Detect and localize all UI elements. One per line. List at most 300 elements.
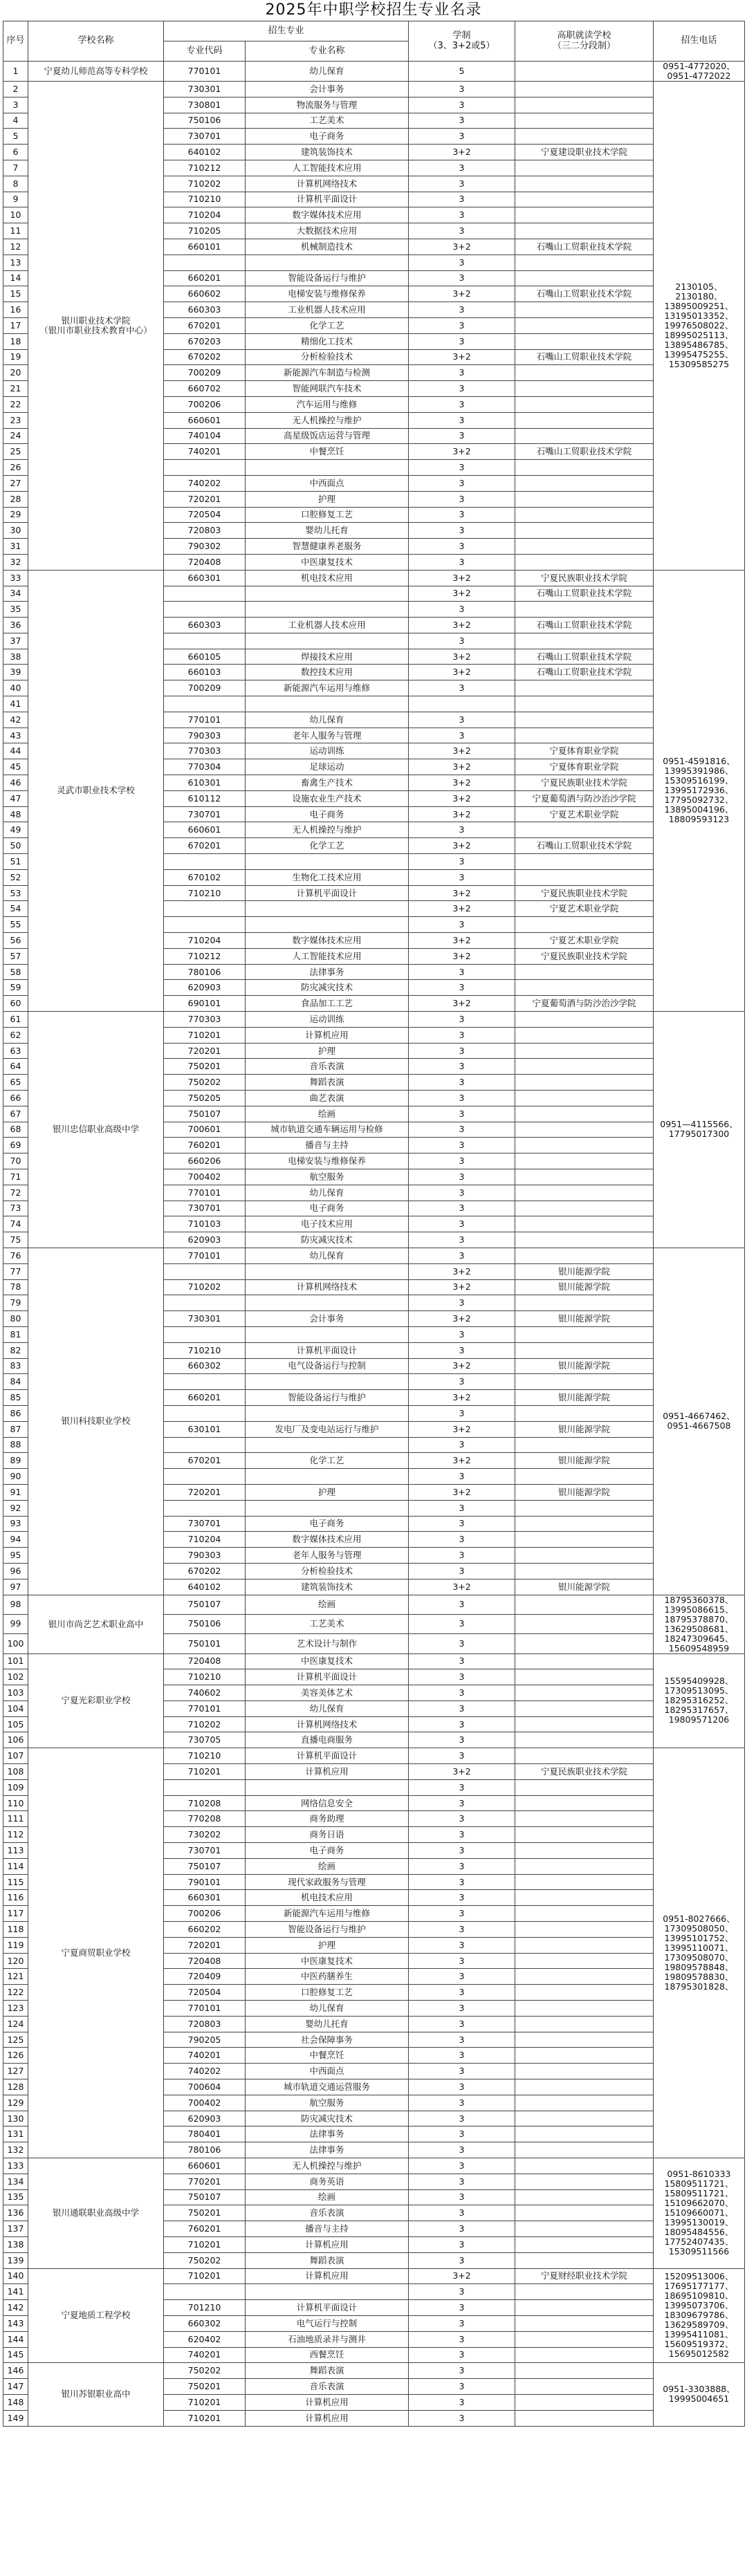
seq-cell: 119 — [3, 1937, 28, 1953]
seq-cell: 136 — [3, 2205, 28, 2221]
seq-cell: 68 — [3, 1122, 28, 1138]
higher-school-cell — [515, 964, 654, 980]
seq-cell: 90 — [3, 1469, 28, 1485]
seq-cell: 111 — [3, 1811, 28, 1827]
higher-school-cell — [515, 160, 654, 176]
higher-school-cell: 石嘴山工贸职业技术学院 — [515, 444, 654, 460]
major-code-cell: 710210 — [164, 192, 246, 207]
phone-cell: 0951-4772020、 0951-4772022 — [654, 62, 745, 82]
seq-cell: 49 — [3, 822, 28, 838]
major-name-cell: 计算机应用 — [246, 2236, 409, 2252]
major-name-cell: 生物化工技术应用 — [246, 869, 409, 885]
higher-school-cell — [515, 1405, 654, 1421]
major-code-cell: 660105 — [164, 649, 246, 665]
system-cell: 3 — [409, 2363, 515, 2379]
system-cell: 3 — [409, 2174, 515, 2189]
seq-cell: 72 — [3, 1185, 28, 1201]
higher-school-cell — [515, 1669, 654, 1685]
major-name-cell: 绘画 — [246, 2189, 409, 2205]
higher-school-cell: 石嘴山工贸职业技术学院 — [515, 618, 654, 633]
seq-cell: 104 — [3, 1701, 28, 1716]
seq-cell: 36 — [3, 618, 28, 633]
higher-school-cell — [515, 680, 654, 696]
seq-cell: 132 — [3, 2142, 28, 2158]
system-cell: 3 — [409, 1779, 515, 1795]
major-name-cell: 新能源汽车运用与维修 — [246, 680, 409, 696]
major-code-cell: 730701 — [164, 1201, 246, 1216]
major-name-cell: 口腔修复工艺 — [246, 507, 409, 523]
higher-school-cell — [515, 602, 654, 618]
major-code-cell: 750101 — [164, 1634, 246, 1653]
major-name-cell: 计算机网络技术 — [246, 1716, 409, 1732]
major-name-cell: 运动训练 — [246, 743, 409, 759]
system-cell: 3 — [409, 1216, 515, 1232]
higher-school-cell: 银川能源学院 — [515, 1453, 654, 1469]
higher-school-cell — [515, 2379, 654, 2395]
system-cell: 3+2 — [409, 885, 515, 901]
seq-cell: 58 — [3, 964, 28, 980]
major-name-cell: 美容美体艺术 — [246, 1685, 409, 1701]
phone-cell: 15595409928、 17309513095、 18295316252、 18295317657、 19809571206 — [654, 1653, 745, 1748]
major-name-cell: 足球运动 — [246, 759, 409, 775]
major-code-cell: 670202 — [164, 349, 246, 365]
major-code-cell — [164, 1326, 246, 1342]
seq-cell: 93 — [3, 1516, 28, 1532]
seq-cell: 92 — [3, 1500, 28, 1516]
seq-cell: 135 — [3, 2189, 28, 2205]
higher-school-cell — [515, 2221, 654, 2237]
table-row — [3, 1653, 745, 1669]
system-cell: 3 — [409, 1906, 515, 1922]
seq-cell: 108 — [3, 1764, 28, 1780]
major-name-cell: 计算机平面设计 — [246, 1342, 409, 1358]
higher-school-cell — [515, 97, 654, 113]
major-name-cell: 分析检验技术 — [246, 1563, 409, 1579]
higher-school-cell — [515, 1922, 654, 1938]
major-code-cell: 750106 — [164, 1614, 246, 1633]
seq-cell: 117 — [3, 1906, 28, 1922]
seq-cell: 96 — [3, 1563, 28, 1579]
higher-school-cell — [515, 113, 654, 129]
seq-cell: 107 — [3, 1748, 28, 1764]
system-cell: 3 — [409, 1153, 515, 1169]
higher-school-cell — [515, 1059, 654, 1075]
higher-school-cell — [515, 2095, 654, 2111]
major-code-cell: 770101 — [164, 62, 246, 82]
major-name-cell: 建筑装饰技术 — [246, 1579, 409, 1595]
system-cell: 3 — [409, 223, 515, 239]
table-row — [3, 1012, 745, 1028]
seq-cell: 127 — [3, 2064, 28, 2079]
system-cell: 3 — [409, 1811, 515, 1827]
higher-school-cell — [515, 491, 654, 507]
system-cell: 3+2 — [409, 586, 515, 602]
major-code-cell: 730301 — [164, 82, 246, 98]
major-code-cell: 770101 — [164, 1248, 246, 1263]
major-code-cell: 710204 — [164, 1532, 246, 1548]
seq-cell: 89 — [3, 1453, 28, 1469]
higher-school-cell: 石嘴山工贸职业技术学院 — [515, 649, 654, 665]
seq-cell: 130 — [3, 2111, 28, 2126]
system-cell: 3 — [409, 2236, 515, 2252]
major-code-cell: 770303 — [164, 1012, 246, 1028]
major-name-cell: 社会保障事务 — [246, 2032, 409, 2048]
major-name-cell: 舞蹈表演 — [246, 2252, 409, 2268]
system-cell: 3+2 — [409, 901, 515, 917]
major-code-cell — [164, 1500, 246, 1516]
major-code-cell: 770101 — [164, 1185, 246, 1201]
major-name-cell: 电子商务 — [246, 1201, 409, 1216]
major-name-cell: 现代家政服务与管理 — [246, 1874, 409, 1890]
system-cell: 3 — [409, 1843, 515, 1859]
major-name-cell: 工业机器人技术应用 — [246, 302, 409, 318]
higher-school-cell — [515, 428, 654, 444]
seq-cell: 51 — [3, 854, 28, 870]
seq-cell: 3 — [3, 97, 28, 113]
major-name-cell: 绘画 — [246, 1106, 409, 1122]
major-name-cell: 舞蹈表演 — [246, 1075, 409, 1091]
major-name-cell: 石油地质录井与测井 — [246, 2331, 409, 2347]
system-cell: 3+2 — [409, 2268, 515, 2284]
higher-school-cell: 石嘴山工贸职业技术学院 — [515, 286, 654, 302]
system-cell: 3 — [409, 2347, 515, 2363]
higher-school-cell — [515, 1232, 654, 1248]
seq-cell: 71 — [3, 1169, 28, 1185]
system-cell: 3 — [409, 854, 515, 870]
higher-school-cell — [515, 712, 654, 728]
major-name-cell: 计算机平面设计 — [246, 192, 409, 207]
table-row — [3, 1595, 745, 1614]
higher-school-cell: 银川能源学院 — [515, 1358, 654, 1374]
major-code-cell: 620402 — [164, 2331, 246, 2347]
major-code-cell — [164, 1374, 246, 1390]
major-name-cell: 商务日语 — [246, 1827, 409, 1843]
system-cell: 3 — [409, 1858, 515, 1874]
major-name-cell: 舞蹈表演 — [246, 2363, 409, 2379]
major-name-cell — [246, 1437, 409, 1453]
phone-cell: 15209513006、 17695177177、 18695109810、 13995073706、 18309679786、 13629589709、 13995411081、 15609519372、 15695012582 — [654, 2268, 745, 2363]
seq-cell: 106 — [3, 1732, 28, 1748]
higher-school-cell — [515, 523, 654, 539]
major-code-cell: 790205 — [164, 2032, 246, 2048]
major-code-cell: 610112 — [164, 790, 246, 806]
major-name-cell: 物流服务与管理 — [246, 97, 409, 113]
major-name-cell: 城市轨道交通运营服务 — [246, 2079, 409, 2095]
seq-cell: 138 — [3, 2236, 28, 2252]
major-name-cell: 工业机器人技术应用 — [246, 618, 409, 633]
higher-school-cell — [515, 2158, 654, 2174]
major-code-cell: 700209 — [164, 680, 246, 696]
system-cell: 3 — [409, 1248, 515, 1263]
system-cell: 3 — [409, 176, 515, 192]
seq-cell: 139 — [3, 2252, 28, 2268]
higher-school-cell — [515, 192, 654, 207]
major-code-cell: 710210 — [164, 1669, 246, 1685]
system-cell: 3 — [409, 1563, 515, 1579]
seq-cell: 25 — [3, 444, 28, 460]
major-code-cell: 660302 — [164, 1358, 246, 1374]
major-name-cell: 计算机应用 — [246, 2394, 409, 2410]
seq-cell: 100 — [3, 1634, 28, 1653]
system-cell: 3 — [409, 192, 515, 207]
seq-cell: 103 — [3, 1685, 28, 1701]
major-code-cell — [164, 696, 246, 712]
phone-cell: 0951-4667462、 0951-4667508 — [654, 1248, 745, 1595]
major-name-cell: 口腔修复工艺 — [246, 1985, 409, 2001]
header-school: 学校名称 — [28, 21, 164, 62]
seq-cell: 16 — [3, 302, 28, 318]
seq-cell: 123 — [3, 2001, 28, 2017]
system-cell: 3 — [409, 2111, 515, 2126]
seq-cell: 15 — [3, 286, 28, 302]
major-name-cell: 中医康复技术 — [246, 1653, 409, 1669]
major-code-cell: 750205 — [164, 1091, 246, 1106]
higher-school-cell — [515, 317, 654, 333]
higher-school-cell — [515, 2394, 654, 2410]
system-cell: 3 — [409, 602, 515, 618]
major-name-cell: 护理 — [246, 491, 409, 507]
higher-school-cell — [515, 2331, 654, 2347]
system-cell: 3 — [409, 1701, 515, 1716]
system-cell: 3 — [409, 1532, 515, 1548]
major-code-cell: 710201 — [164, 1764, 246, 1780]
higher-school-cell: 宁夏民族职业技术学院 — [515, 948, 654, 964]
seq-cell: 121 — [3, 1969, 28, 1985]
system-cell: 3 — [409, 917, 515, 933]
seq-cell: 85 — [3, 1390, 28, 1406]
higher-school-cell — [515, 1516, 654, 1532]
major-code-cell — [164, 1295, 246, 1311]
system-cell: 3 — [409, 2221, 515, 2237]
system-cell: 3 — [409, 1890, 515, 1906]
higher-school-cell: 宁夏建设职业技术学院 — [515, 145, 654, 160]
higher-school-cell — [515, 129, 654, 145]
higher-school-cell: 银川能源学院 — [515, 1263, 654, 1279]
major-code-cell: 730301 — [164, 1311, 246, 1327]
seq-cell: 83 — [3, 1358, 28, 1374]
system-cell: 3 — [409, 964, 515, 980]
major-code-cell: 720408 — [164, 1953, 246, 1969]
major-code-cell: 740202 — [164, 475, 246, 491]
higher-school-cell: 银川能源学院 — [515, 1484, 654, 1500]
system-cell: 3 — [409, 1469, 515, 1485]
major-name-cell: 智能网联汽车技术 — [246, 381, 409, 397]
system-cell: 3 — [409, 1201, 515, 1216]
higher-school-cell — [515, 2300, 654, 2316]
system-cell: 3 — [409, 365, 515, 381]
major-code-cell — [164, 1263, 246, 1279]
higher-school-cell: 银川能源学院 — [515, 1579, 654, 1595]
seq-cell: 141 — [3, 2284, 28, 2300]
system-cell: 3 — [409, 1185, 515, 1201]
major-name-cell: 人工智能技术应用 — [246, 948, 409, 964]
header-system: 学制 （3、3+2或5） — [409, 21, 515, 62]
higher-school-cell — [515, 1614, 654, 1633]
major-name-cell — [246, 901, 409, 917]
major-name-cell — [246, 254, 409, 270]
major-code-cell: 770303 — [164, 743, 246, 759]
higher-school-cell — [515, 1469, 654, 1485]
system-cell: 3 — [409, 2048, 515, 2064]
seq-cell: 82 — [3, 1342, 28, 1358]
major-name-cell: 无人机操控与维护 — [246, 822, 409, 838]
seq-cell: 2 — [3, 82, 28, 98]
higher-school-cell — [515, 1732, 654, 1748]
major-code-cell: 710210 — [164, 1342, 246, 1358]
system-cell: 3 — [409, 254, 515, 270]
major-code-cell: 690101 — [164, 996, 246, 1012]
system-cell: 3+2 — [409, 145, 515, 160]
major-code-cell: 620903 — [164, 2111, 246, 2126]
major-code-cell: 750202 — [164, 2363, 246, 2379]
higher-school-cell — [515, 1937, 654, 1953]
higher-school-cell — [515, 507, 654, 523]
major-code-cell: 750107 — [164, 1858, 246, 1874]
seq-cell: 38 — [3, 649, 28, 665]
system-cell: 3 — [409, 554, 515, 570]
higher-school-cell — [515, 176, 654, 192]
major-code-cell: 720409 — [164, 1969, 246, 1985]
major-name-cell: 发电厂及变电站运行与维护 — [246, 1421, 409, 1437]
major-name-cell: 商务英语 — [246, 2174, 409, 2189]
seq-cell: 116 — [3, 1890, 28, 1906]
major-name-cell: 无人机操控与维护 — [246, 2158, 409, 2174]
system-cell: 3 — [409, 1614, 515, 1633]
higher-school-cell — [515, 2111, 654, 2126]
higher-school-cell — [515, 2315, 654, 2331]
higher-school-cell — [515, 1906, 654, 1922]
major-code-cell: 750201 — [164, 1059, 246, 1075]
system-cell: 3 — [409, 160, 515, 176]
higher-school-cell — [515, 2347, 654, 2363]
system-cell: 3 — [409, 1922, 515, 1938]
major-code-cell: 790303 — [164, 1548, 246, 1564]
system-cell: 3 — [409, 2331, 515, 2347]
school-name-cell: 银川苏银职业高中 — [28, 2363, 164, 2426]
major-name-cell: 幼儿保育 — [246, 1248, 409, 1263]
system-cell: 3 — [409, 1516, 515, 1532]
higher-school-cell — [515, 1027, 654, 1043]
higher-school-cell — [515, 1075, 654, 1091]
major-name-cell — [246, 1405, 409, 1421]
major-name-cell: 城市轨道交通车辆运用与检修 — [246, 1122, 409, 1138]
seq-cell: 105 — [3, 1716, 28, 1732]
seq-cell: 21 — [3, 381, 28, 397]
table-header — [3, 21, 745, 62]
major-name-cell — [246, 917, 409, 933]
major-name-cell: 电子商务 — [246, 1516, 409, 1532]
system-cell: 3 — [409, 396, 515, 412]
major-code-cell: 660601 — [164, 822, 246, 838]
major-code-cell: 740202 — [164, 2064, 246, 2079]
system-cell: 3 — [409, 1405, 515, 1421]
higher-school-cell — [515, 917, 654, 933]
major-code-cell — [164, 2284, 246, 2300]
higher-school-cell — [515, 1890, 654, 1906]
higher-school-cell — [515, 1106, 654, 1122]
major-code-cell: 750107 — [164, 1595, 246, 1614]
system-cell: 3+2 — [409, 1358, 515, 1374]
major-name-cell — [246, 633, 409, 649]
system-cell: 3 — [409, 2064, 515, 2079]
major-name-cell: 西餐烹饪 — [246, 2347, 409, 2363]
major-code-cell: 720803 — [164, 2016, 246, 2032]
major-code-cell: 710204 — [164, 933, 246, 949]
major-name-cell: 分析检验技术 — [246, 349, 409, 365]
table-row — [3, 82, 745, 98]
major-code-cell: 660201 — [164, 270, 246, 286]
major-name-cell: 防灾减灾技术 — [246, 2111, 409, 2126]
higher-school-cell — [515, 1563, 654, 1579]
seq-cell: 76 — [3, 1248, 28, 1263]
system-cell: 3+2 — [409, 759, 515, 775]
major-code-cell: 730701 — [164, 1516, 246, 1532]
higher-school-cell — [515, 1153, 654, 1169]
system-cell: 3 — [409, 1106, 515, 1122]
major-name-cell: 智能设备运行与维护 — [246, 1922, 409, 1938]
higher-school-cell — [515, 1969, 654, 1985]
system-cell: 3 — [409, 113, 515, 129]
major-code-cell: 790101 — [164, 1874, 246, 1890]
major-name-cell — [246, 1295, 409, 1311]
system-cell: 3 — [409, 270, 515, 286]
seq-cell: 46 — [3, 775, 28, 791]
major-code-cell: 770101 — [164, 1701, 246, 1716]
seq-cell: 131 — [3, 2126, 28, 2142]
seq-cell: 67 — [3, 1106, 28, 1122]
enrollment-table — [3, 21, 745, 2427]
school-name-cell: 银川职业技术学院 （银川市职业技术教育中心） — [28, 82, 164, 571]
system-cell: 3 — [409, 1122, 515, 1138]
major-name-cell: 幼儿保育 — [246, 62, 409, 82]
system-cell: 3 — [409, 2410, 515, 2426]
major-code-cell: 660301 — [164, 1890, 246, 1906]
higher-school-cell — [515, 2410, 654, 2426]
major-name-cell: 护理 — [246, 1043, 409, 1059]
major-code-cell: 710212 — [164, 160, 246, 176]
major-name-cell: 电子商务 — [246, 1843, 409, 1859]
major-name-cell — [246, 1500, 409, 1516]
system-cell: 3 — [409, 333, 515, 349]
major-name-cell — [246, 1263, 409, 1279]
higher-school-cell: 宁夏民族职业技术学院 — [515, 1764, 654, 1780]
higher-school-cell — [515, 2126, 654, 2142]
higher-school-cell — [515, 2174, 654, 2189]
major-code-cell: 730701 — [164, 806, 246, 822]
system-cell: 3 — [409, 1326, 515, 1342]
major-code-cell — [164, 586, 246, 602]
seq-cell: 50 — [3, 838, 28, 854]
seq-cell: 30 — [3, 523, 28, 539]
seq-cell: 65 — [3, 1075, 28, 1091]
system-cell: 3 — [409, 412, 515, 428]
major-name-cell: 设施农业生产技术 — [246, 790, 409, 806]
seq-cell: 6 — [3, 145, 28, 160]
major-name-cell — [246, 602, 409, 618]
major-name-cell: 幼儿保育 — [246, 712, 409, 728]
table-row — [3, 1748, 745, 1764]
major-name-cell: 音乐表演 — [246, 2379, 409, 2395]
system-cell: 3 — [409, 1437, 515, 1453]
major-code-cell: 720408 — [164, 554, 246, 570]
seq-cell: 31 — [3, 539, 28, 555]
system-cell: 3 — [409, 460, 515, 476]
higher-school-cell — [515, 1985, 654, 2001]
header-major-group: 招生专业 — [164, 21, 409, 41]
system-cell: 3+2 — [409, 1390, 515, 1406]
higher-school-cell — [515, 1548, 654, 1564]
major-code-cell: 710208 — [164, 1795, 246, 1811]
